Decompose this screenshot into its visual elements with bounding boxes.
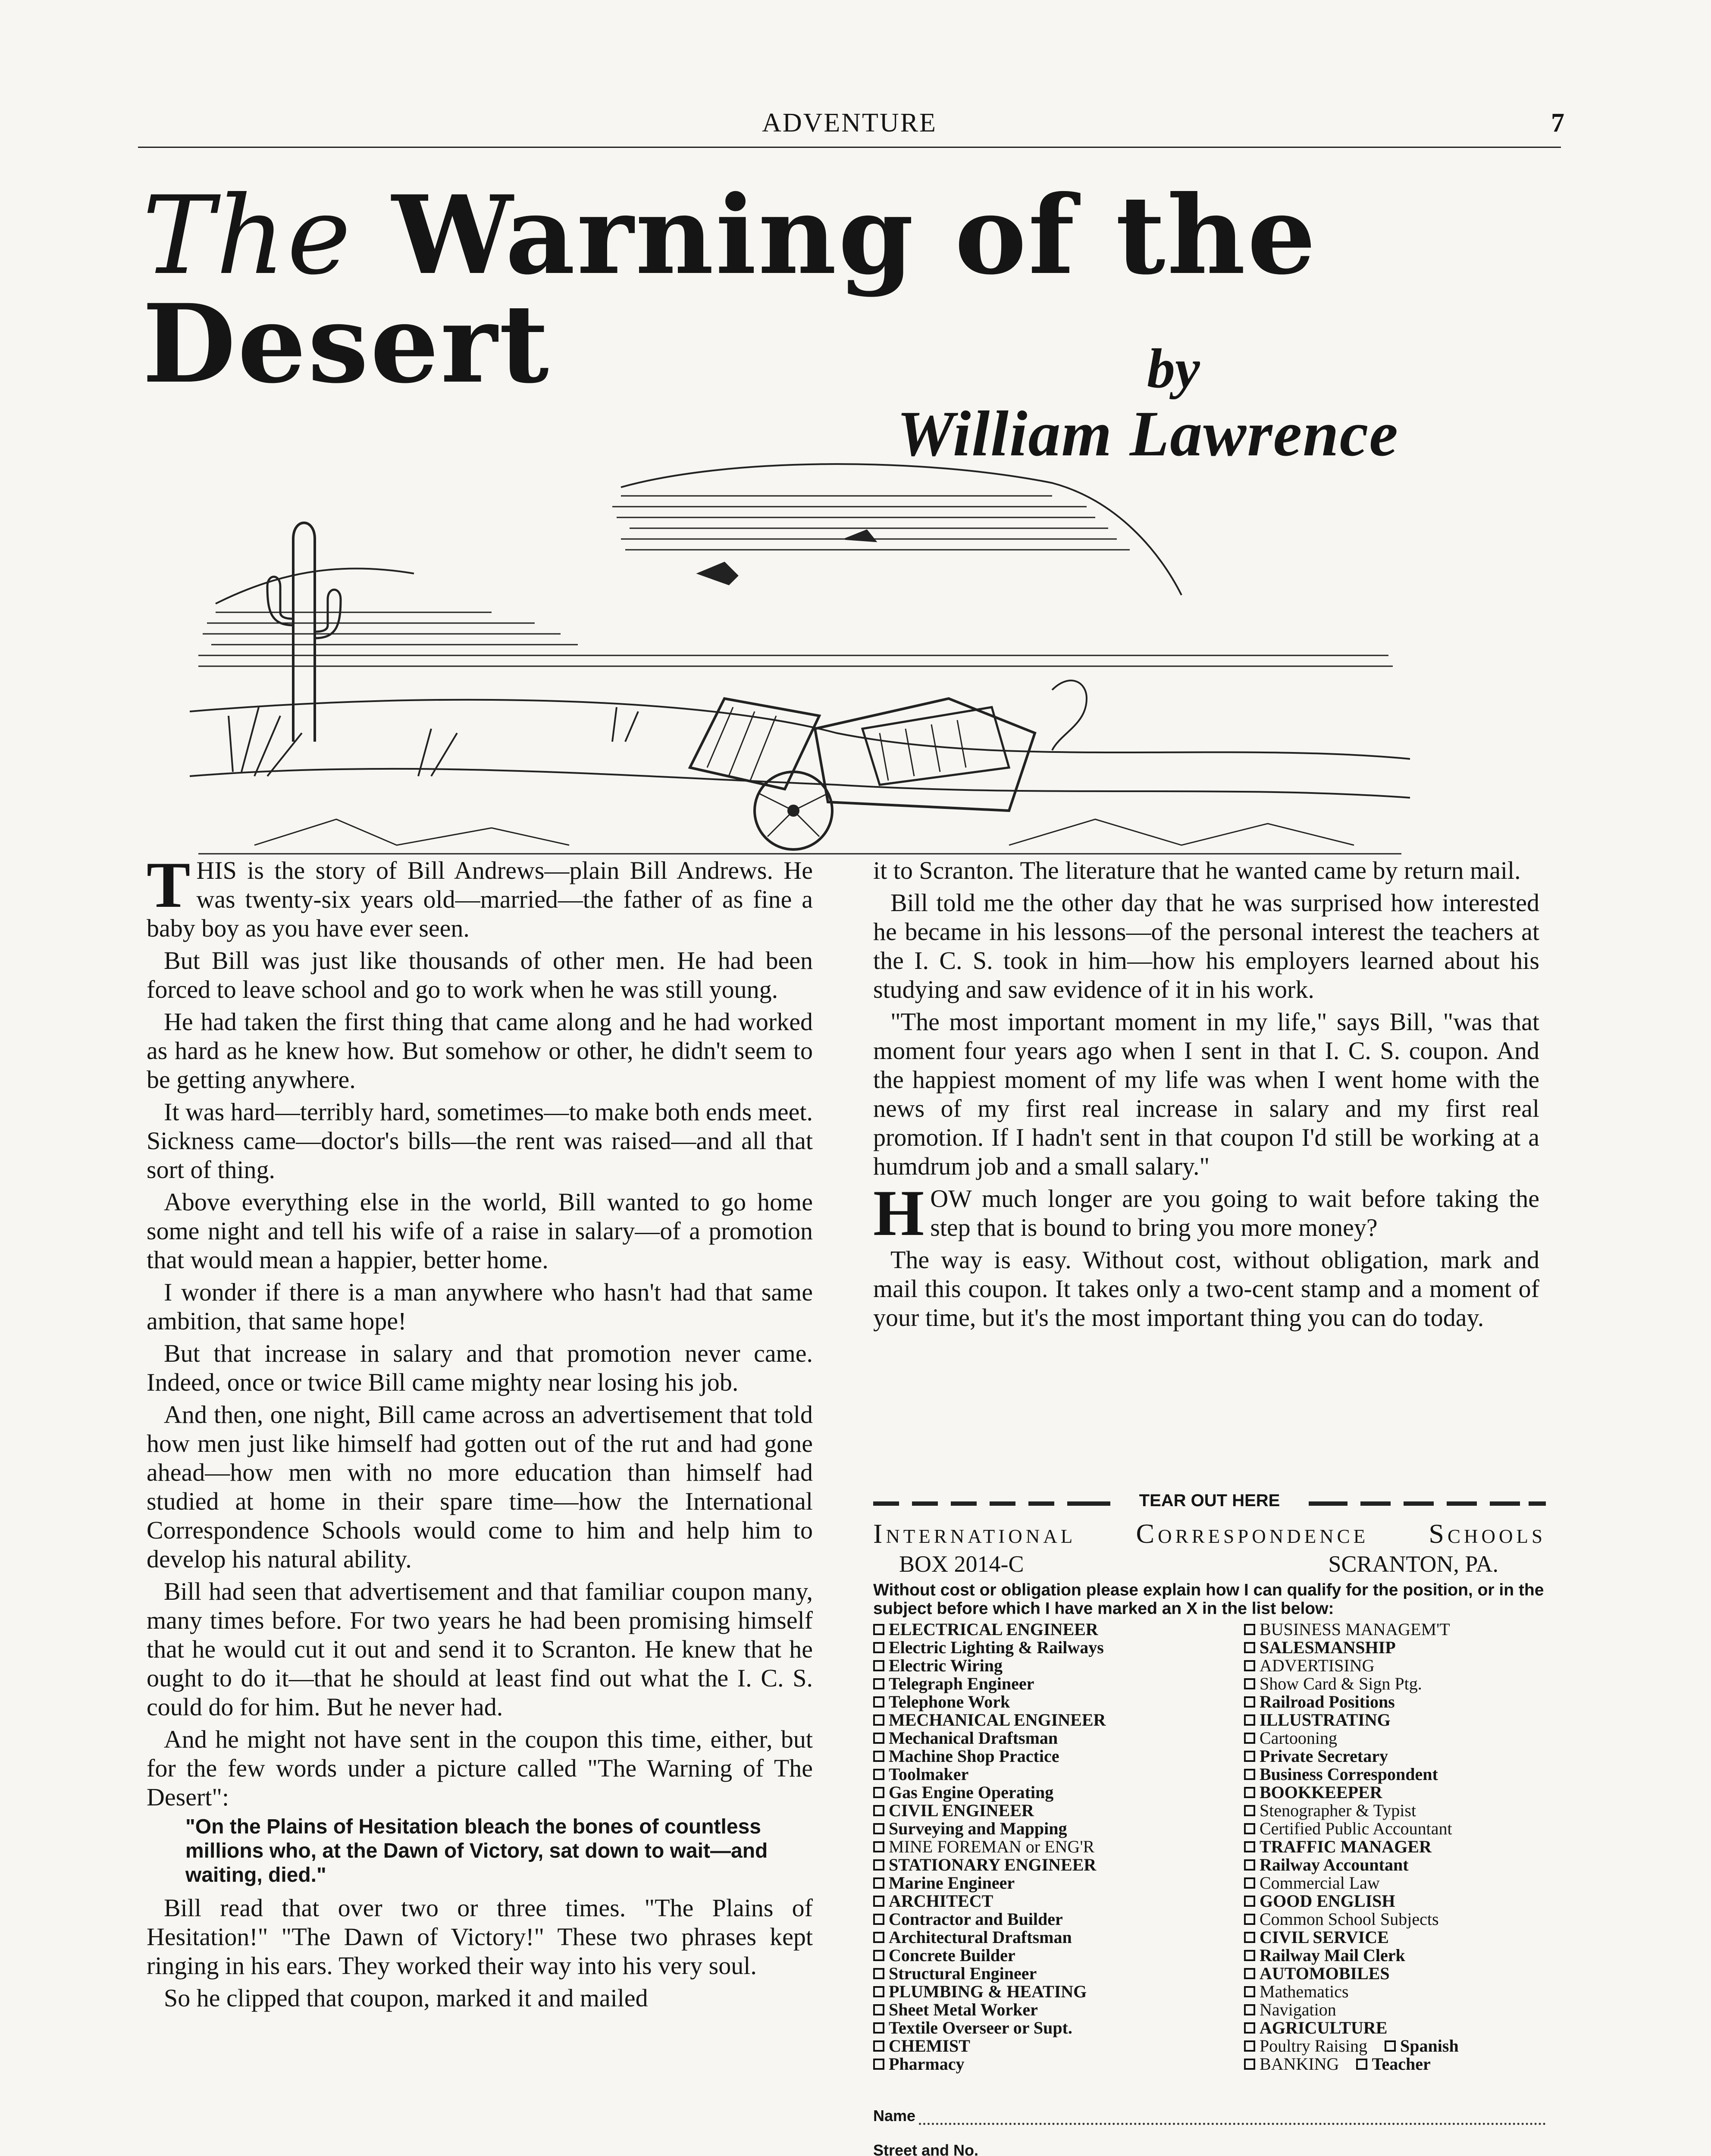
- course-item[interactable]: [1244, 1946, 1546, 1965]
- course-label: Cartooning: [1260, 1728, 1337, 1748]
- paragraph: "The most important moment in my life," says Bill, "was that moment four years ago when I sent in that I. C. S. coupon. And the happiest moment of my life was when I went home with the news of my first real increase in salary and my first real promotion. If I hadn't sent in that coupon I'd still be working at a humdrum job and a small salary.": [873, 1008, 1539, 1180]
- address-line: [899, 1551, 1498, 1577]
- course-extra[interactable]: [1356, 2055, 1430, 2073]
- course-label: ADVERTISING: [1260, 1656, 1375, 1675]
- course-label: Mechanical Draftsman: [889, 1728, 1058, 1748]
- course-item[interactable]: [873, 1783, 1231, 1802]
- course-label: Common School Subjects: [1260, 1909, 1439, 1929]
- field-label: Name: [873, 2107, 916, 2125]
- drop-cap: H: [873, 1177, 924, 1249]
- course-item[interactable]: [1244, 1729, 1546, 1747]
- course-extra[interactable]: [1385, 2037, 1459, 2055]
- course-item[interactable]: [873, 2037, 1231, 2055]
- paragraph-text: OW much longer are you going to wait before taking the step that is bound to bring you more money?: [930, 1185, 1539, 1241]
- course-label: CIVIL ENGINEER: [889, 1801, 1034, 1820]
- coupon-fields: [873, 2090, 1546, 2156]
- paragraph: Bill told me the other day that he was surprised how interested he became in his lessons—of the personal interest the teachers at the I. C. S. took in him—how his employers learned about his studying and saw evidence of it in his work.: [873, 889, 1539, 1003]
- course-item[interactable]: [873, 1856, 1231, 1874]
- tear-dash: [1404, 1501, 1434, 1506]
- checkbox[interactable]: [1244, 1950, 1255, 1961]
- checkbox[interactable]: [1385, 2040, 1396, 2052]
- checkbox[interactable]: [1244, 1787, 1255, 1798]
- course-item[interactable]: [873, 1747, 1231, 1765]
- checkbox[interactable]: [873, 1751, 884, 1762]
- course-label: Railroad Positions: [1260, 1692, 1395, 1711]
- paragraph-text: HIS is the story of Bill Andrews—plain Bill Andrews. He was twenty-six years old—married—the father of as fine a baby boy as you have ever seen.: [147, 856, 813, 942]
- course-item[interactable]: [873, 1802, 1231, 1820]
- course-label: ELECTRICAL ENGINEER: [889, 1620, 1098, 1639]
- course-label: MINE FOREMAN or ENG'R: [889, 1837, 1095, 1856]
- course-item[interactable]: [873, 1620, 1231, 1639]
- header-rule: [138, 147, 1561, 148]
- course-item[interactable]: [873, 1657, 1231, 1675]
- school-word: International: [873, 1518, 1076, 1549]
- course-label: Navigation: [1260, 2000, 1336, 2019]
- course-item[interactable]: [873, 2055, 1231, 2073]
- course-item[interactable]: [873, 1892, 1231, 1910]
- checkbox[interactable]: [873, 1932, 884, 1943]
- checkbox[interactable]: [873, 1805, 884, 1816]
- tear-out-label: TEAR OUT HERE: [1115, 1491, 1304, 1510]
- course-item[interactable]: [1244, 1928, 1546, 1946]
- checkbox[interactable]: [873, 1968, 884, 1979]
- course-label: Mathematics: [1260, 1982, 1349, 2001]
- course-label: ILLUSTRATING: [1260, 1710, 1391, 1730]
- course-item[interactable]: [1244, 1639, 1546, 1657]
- course-label: Structural Engineer: [889, 1964, 1037, 1983]
- desert-quote: "On the Plains of Hesitation bleach the bones of countless millions who, at the Dawn of Victory, sat down to wait—and waiting, died.": [185, 1815, 768, 1887]
- course-label: BANKING: [1260, 2054, 1339, 2074]
- course-label: PLUMBING & HEATING: [889, 1982, 1087, 2001]
- checkbox[interactable]: [1244, 1877, 1255, 1889]
- course-label: Spanish: [1400, 2036, 1459, 2056]
- course-item[interactable]: [1244, 1620, 1546, 1639]
- course-label: BOOKKEEPER: [1260, 1783, 1382, 1802]
- course-item[interactable]: [1244, 1802, 1546, 1820]
- course-label: STATIONARY ENGINEER: [889, 1855, 1097, 1874]
- course-item[interactable]: [873, 1639, 1231, 1657]
- course-item[interactable]: [1244, 1874, 1546, 1892]
- course-item[interactable]: [1244, 1983, 1546, 2001]
- course-item[interactable]: [1244, 1965, 1546, 1983]
- course-label: MECHANICAL ENGINEER: [889, 1710, 1106, 1730]
- course-label: Certified Public Accountant: [1260, 1819, 1452, 1838]
- course-item[interactable]: [1244, 1711, 1546, 1729]
- left-column: [147, 849, 813, 2016]
- tear-dash: [951, 1501, 977, 1506]
- checkbox[interactable]: [1244, 1696, 1255, 1708]
- checkbox[interactable]: [1356, 2059, 1367, 2070]
- paragraph: it to Scranton. The literature that he wanted came by return mail.: [873, 856, 1521, 884]
- course-label: Telephone Work: [889, 1692, 1010, 1711]
- course-label: SALESMANSHIP: [1260, 1638, 1396, 1657]
- checkbox[interactable]: [873, 1859, 884, 1871]
- checkbox[interactable]: [1244, 1769, 1255, 1780]
- checkbox[interactable]: [873, 1823, 884, 1834]
- desert-illustration: [190, 431, 1410, 862]
- school-city: SCRANTON, PA.: [1328, 1551, 1498, 1577]
- paragraph: Above everything else in the world, Bill wanted to go home some night and tell his wife of a raise in salary—of a promotion that would mean a happier, better home.: [147, 1188, 813, 1274]
- checkbox[interactable]: [1244, 1896, 1255, 1907]
- course-label: Architectural Draftsman: [889, 1927, 1072, 1947]
- course-label: ARCHITECT: [889, 1891, 993, 1911]
- checkbox[interactable]: [873, 1678, 884, 1689]
- checkbox[interactable]: [873, 2004, 884, 2015]
- course-list: [873, 1620, 1546, 2073]
- tear-dash: [1447, 1501, 1477, 1506]
- course-label: Machine Shop Practice: [889, 1746, 1059, 1766]
- paragraph: But Bill was just like thousands of other men. He had been forced to leave school and go to work when he was still young.: [147, 946, 813, 1003]
- checkbox[interactable]: [873, 2022, 884, 2034]
- course-label: Private Secretary: [1260, 1746, 1388, 1766]
- course-item[interactable]: [873, 1983, 1231, 2001]
- checkbox[interactable]: [873, 1841, 884, 1852]
- course-item[interactable]: [1244, 1856, 1546, 1874]
- checkbox[interactable]: [1244, 1805, 1255, 1816]
- checkbox[interactable]: [1244, 1841, 1255, 1852]
- course-item[interactable]: [1244, 2019, 1546, 2037]
- page-number: 7: [1551, 108, 1564, 138]
- course-label: Contractor and Builder: [889, 1909, 1063, 1929]
- paragraph: Bill had seen that advertisement and that familiar coupon many, many times before. For two years he had been promising himself that he would cut it out and send it to Scranton. He knew that he ought to do it—that he should at least find out what the I. C. S. could do for him. But he never had.: [147, 1577, 813, 1721]
- tear-dash: [873, 1501, 899, 1506]
- checkbox[interactable]: [1244, 1733, 1255, 1744]
- checkbox[interactable]: [1244, 1859, 1255, 1871]
- paragraph: [147, 849, 813, 943]
- checkbox[interactable]: [873, 1642, 884, 1653]
- tear-dash: [1490, 1501, 1520, 1506]
- course-label: CIVIL SERVICE: [1260, 1927, 1389, 1947]
- page-header: [138, 108, 1564, 151]
- tear-dash: [1309, 1501, 1347, 1506]
- paragraph: The way is easy. Without cost, without obligation, mark and mail this coupon. It takes only a two-cent stamp and a moment of your time, but it's the most important thing you can do today.: [873, 1246, 1539, 1332]
- field-label: Street and No.: [873, 2141, 979, 2156]
- course-label: Railway Mail Clerk: [1260, 1946, 1405, 1965]
- course-label: TRAFFIC MANAGER: [1260, 1837, 1432, 1856]
- name-line[interactable]: [919, 2110, 1546, 2125]
- course-label: Electric Lighting & Railways: [889, 1638, 1104, 1657]
- course-item[interactable]: [1244, 1747, 1546, 1765]
- checkbox[interactable]: [873, 1714, 884, 1726]
- checkbox[interactable]: [873, 1986, 884, 1997]
- checkbox[interactable]: [873, 1769, 884, 1780]
- course-label: Commercial Law: [1260, 1873, 1380, 1893]
- course-item[interactable]: [1244, 2055, 1546, 2073]
- course-label: Pharmacy: [889, 2054, 965, 2074]
- checkbox[interactable]: [1244, 1968, 1255, 1979]
- paragraph: So he clipped that coupon, marked it and mailed: [164, 1984, 648, 2012]
- course-label: Telegraph Engineer: [889, 1674, 1034, 1693]
- course-item[interactable]: [873, 1910, 1231, 1928]
- ics-coupon: [873, 1518, 1546, 2156]
- paragraph: And he might not have sent in the coupon this time, either, but for the few words under a picture called "The Warning of The Desert":: [147, 1725, 813, 1811]
- checkbox[interactable]: [1244, 2022, 1255, 2034]
- course-item[interactable]: [1244, 2037, 1546, 2055]
- course-label: Teacher: [1372, 2054, 1431, 2074]
- checkbox[interactable]: [1244, 1642, 1255, 1653]
- tear-dash: [1067, 1501, 1110, 1506]
- coupon-instructions: Without cost or obligation please explain how I can qualify for the position, or in the subject before which I have marked an X in the list below:: [873, 1581, 1544, 1618]
- title-prefix: The: [142, 173, 353, 298]
- byline-by: by: [1147, 338, 1200, 400]
- tear-dash: [912, 1501, 938, 1506]
- course-item[interactable]: [873, 1820, 1231, 1838]
- checkbox[interactable]: [873, 1624, 884, 1635]
- course-item[interactable]: [873, 1946, 1231, 1965]
- checkbox[interactable]: [1244, 1986, 1255, 1997]
- course-item[interactable]: [873, 1675, 1231, 1693]
- course-label: Stenographer & Typist: [1260, 1801, 1416, 1820]
- paragraph: He had taken the first thing that came along and he had worked as hard as he knew how. But somehow or other, he didn't seem to be getting anywhere.: [147, 1008, 813, 1094]
- course-label: Show Card & Sign Ptg.: [1260, 1674, 1422, 1693]
- course-label: GOOD ENGLISH: [1260, 1891, 1395, 1911]
- checkbox[interactable]: [873, 1787, 884, 1798]
- checkbox[interactable]: [873, 1914, 884, 1925]
- school-name: [873, 1518, 1546, 1550]
- course-item[interactable]: [1244, 1838, 1546, 1856]
- school-word: Schools: [1429, 1518, 1546, 1549]
- course-item[interactable]: [873, 1874, 1231, 1892]
- course-label: BUSINESS MANAGEM'T: [1260, 1620, 1450, 1639]
- course-item[interactable]: [873, 1928, 1231, 1946]
- course-item[interactable]: [1244, 1675, 1546, 1693]
- checkbox[interactable]: [873, 1896, 884, 1907]
- checkbox[interactable]: [873, 1733, 884, 1744]
- course-item[interactable]: [1244, 1910, 1546, 1928]
- paragraph: I wonder if there is a man anywhere who hasn't had that same ambition, that same hope!: [147, 1278, 813, 1335]
- course-item[interactable]: [1244, 2001, 1546, 2019]
- checkbox[interactable]: [1244, 2040, 1255, 2052]
- right-course-list: [1244, 1620, 1546, 2073]
- checkbox[interactable]: [873, 2059, 884, 2070]
- tear-dash: [1360, 1501, 1391, 1506]
- checkbox[interactable]: [1244, 1624, 1255, 1635]
- course-item[interactable]: [873, 1838, 1231, 1856]
- title-main: Warning of the Desert: [142, 172, 1318, 407]
- course-item[interactable]: [873, 2001, 1231, 2019]
- tear-dash: [1529, 1501, 1546, 1506]
- street-field[interactable]: [873, 2125, 1546, 2156]
- checkbox[interactable]: [873, 2040, 884, 2052]
- course-item[interactable]: [1244, 1892, 1546, 1910]
- checkbox[interactable]: [1244, 1678, 1255, 1689]
- checkbox[interactable]: [1244, 1932, 1255, 1943]
- article-title: [142, 172, 1565, 407]
- street-line[interactable]: [982, 2144, 1546, 2156]
- checkbox[interactable]: [873, 1877, 884, 1889]
- checkbox[interactable]: [873, 1660, 884, 1671]
- course-item[interactable]: [873, 1729, 1231, 1747]
- drop-cap: T: [147, 849, 191, 921]
- course-label: Toolmaker: [889, 1764, 969, 1784]
- paragraph: It was hard—terribly hard, sometimes—to make both ends meet. Sickness came—doctor's bills—the rent was raised—and all that sort of thing.: [147, 1098, 813, 1184]
- checkbox[interactable]: [1244, 2004, 1255, 2015]
- tear-dash: [1028, 1501, 1054, 1506]
- course-label: CHEMIST: [889, 2036, 970, 2056]
- name-field[interactable]: [873, 2090, 1546, 2125]
- course-label: AUTOMOBILES: [1260, 1964, 1390, 1983]
- course-label: Poultry Raising: [1260, 2036, 1368, 2056]
- left-course-list: [873, 1620, 1231, 2073]
- checkbox[interactable]: [1244, 1714, 1255, 1726]
- course-label: Railway Accountant: [1260, 1855, 1409, 1874]
- course-label: Gas Engine Operating: [889, 1783, 1054, 1802]
- course-item[interactable]: [873, 1711, 1231, 1729]
- course-item[interactable]: [1244, 1765, 1546, 1783]
- box-number: BOX 2014-C: [899, 1551, 1024, 1577]
- course-item[interactable]: [1244, 1657, 1546, 1675]
- checkbox[interactable]: [1244, 1914, 1255, 1925]
- checkbox[interactable]: [1244, 1751, 1255, 1762]
- tear-dash: [990, 1501, 1015, 1506]
- checkbox[interactable]: [873, 1696, 884, 1708]
- course-label: Sheet Metal Worker: [889, 2000, 1038, 2019]
- magazine-name: ADVENTURE: [762, 108, 937, 138]
- course-item[interactable]: [873, 1693, 1231, 1711]
- course-label: AGRICULTURE: [1260, 2018, 1388, 2037]
- course-label: Textile Overseer or Supt.: [889, 2018, 1072, 2037]
- paragraph: But that increase in salary and that promotion never came. Indeed, once or twice Bill came mighty near losing his job.: [147, 1339, 813, 1396]
- byline-author: William Lawrence: [897, 398, 1399, 470]
- paragraph: And then, one night, Bill came across an advertisement that told how men just like himself had gotten out of the rut and had gone ahead—how men with no more education than himself had studied at home in their spare time—how the International Correspondence Schools would come to him and help him to develop his natural ability.: [147, 1401, 813, 1573]
- tear-out-line[interactable]: [873, 1491, 1546, 1517]
- checkbox[interactable]: [1244, 1660, 1255, 1671]
- course-item[interactable]: [1244, 1693, 1546, 1711]
- paragraph: Bill read that over two or three times. "The Plains of Hesitation!" "The Dawn of Victory!" These two phrases kept ringing in his ears. They worked their way into his very soul.: [147, 1894, 813, 1980]
- course-label: Concrete Builder: [889, 1946, 1015, 1965]
- course-label: Surveying and Mapping: [889, 1819, 1067, 1838]
- course-label: Electric Wiring: [889, 1656, 1003, 1675]
- course-item[interactable]: [1244, 1783, 1546, 1802]
- course-item[interactable]: [873, 1965, 1231, 1983]
- course-label: Business Correspondent: [1260, 1764, 1438, 1784]
- checkbox[interactable]: [1244, 2059, 1255, 2070]
- checkbox[interactable]: [873, 1950, 884, 1961]
- school-word: Correspondence: [1136, 1518, 1369, 1549]
- course-item[interactable]: [1244, 1820, 1546, 1838]
- right-column: [873, 856, 1539, 1335]
- course-item[interactable]: [873, 1765, 1231, 1783]
- course-label: Marine Engineer: [889, 1873, 1015, 1893]
- paragraph: [873, 1177, 1539, 1249]
- course-item[interactable]: [873, 2019, 1231, 2037]
- checkbox[interactable]: [1244, 1823, 1255, 1834]
